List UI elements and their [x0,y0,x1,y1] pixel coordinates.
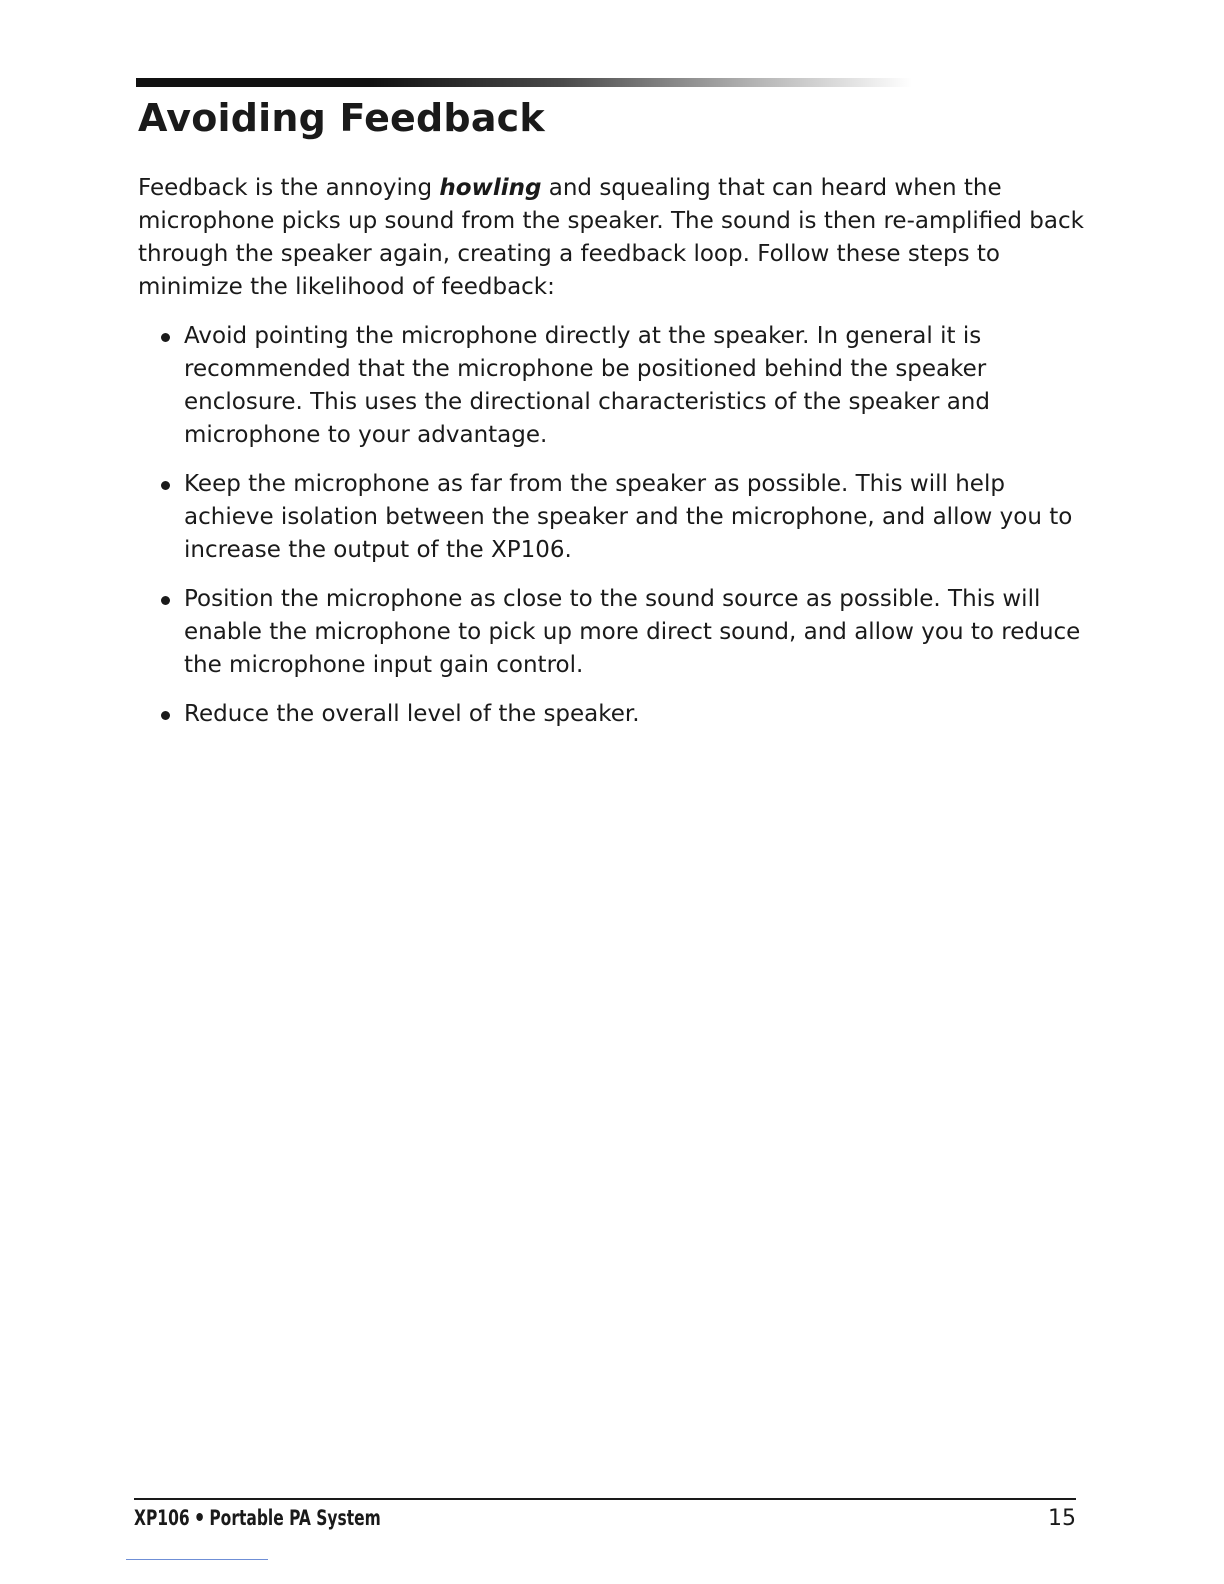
list-item-text: Avoid pointing the microphone directly at the speaker. In general it is recommended that the microphone be positioned behind the speaker enclosure. This uses the directional characteristics of the speaker and microphone to your advantage. [184,323,990,448]
footer-rule [134,1498,1076,1500]
list-item-text: Position the microphone as close to the sound source as possible. This will enable the microphone to pick up more direct sound, and allow you to reduce the microphone input gain control. [184,586,1081,678]
page-title: Avoiding Feedback [138,96,545,140]
scan-artifact-line [126,1559,268,1560]
bullet-icon [161,711,170,720]
page-number: 15 [1048,1506,1076,1531]
feedback-tips-list [138,320,1088,731]
list-item [138,320,1088,452]
list-item [138,583,1088,682]
list-item [138,468,1088,567]
bullet-icon [161,596,170,605]
footer-product-name [134,1506,381,1530]
intro-text-before: Feedback is the annoying [138,175,440,201]
intro-text-after: and squealing that can heard when the microphone picks up sound from the speaker. The sound is then re-amplified back through the speaker again, creating a feedback loop. Follow these steps to minimize the likelihood of feedback: [138,175,1084,300]
bullet-icon [161,333,170,342]
footer-model: XP106 [134,1506,190,1530]
page-content [138,172,1088,747]
bullet-icon [161,481,170,490]
intro-paragraph [138,172,1088,304]
list-item-text: Reduce the overall level of the speaker. [184,701,640,727]
header-rule [136,78,912,87]
list-item [138,698,1088,731]
intro-emphasis: howling [439,175,542,201]
list-item-text: Keep the microphone as far from the speaker as possible. This will help achieve isolation between the speaker and the microphone, and allow you to increase the output of the XP106. [184,471,1073,563]
bullet-separator-icon [196,1513,203,1521]
footer-product: Portable PA System [209,1506,381,1530]
